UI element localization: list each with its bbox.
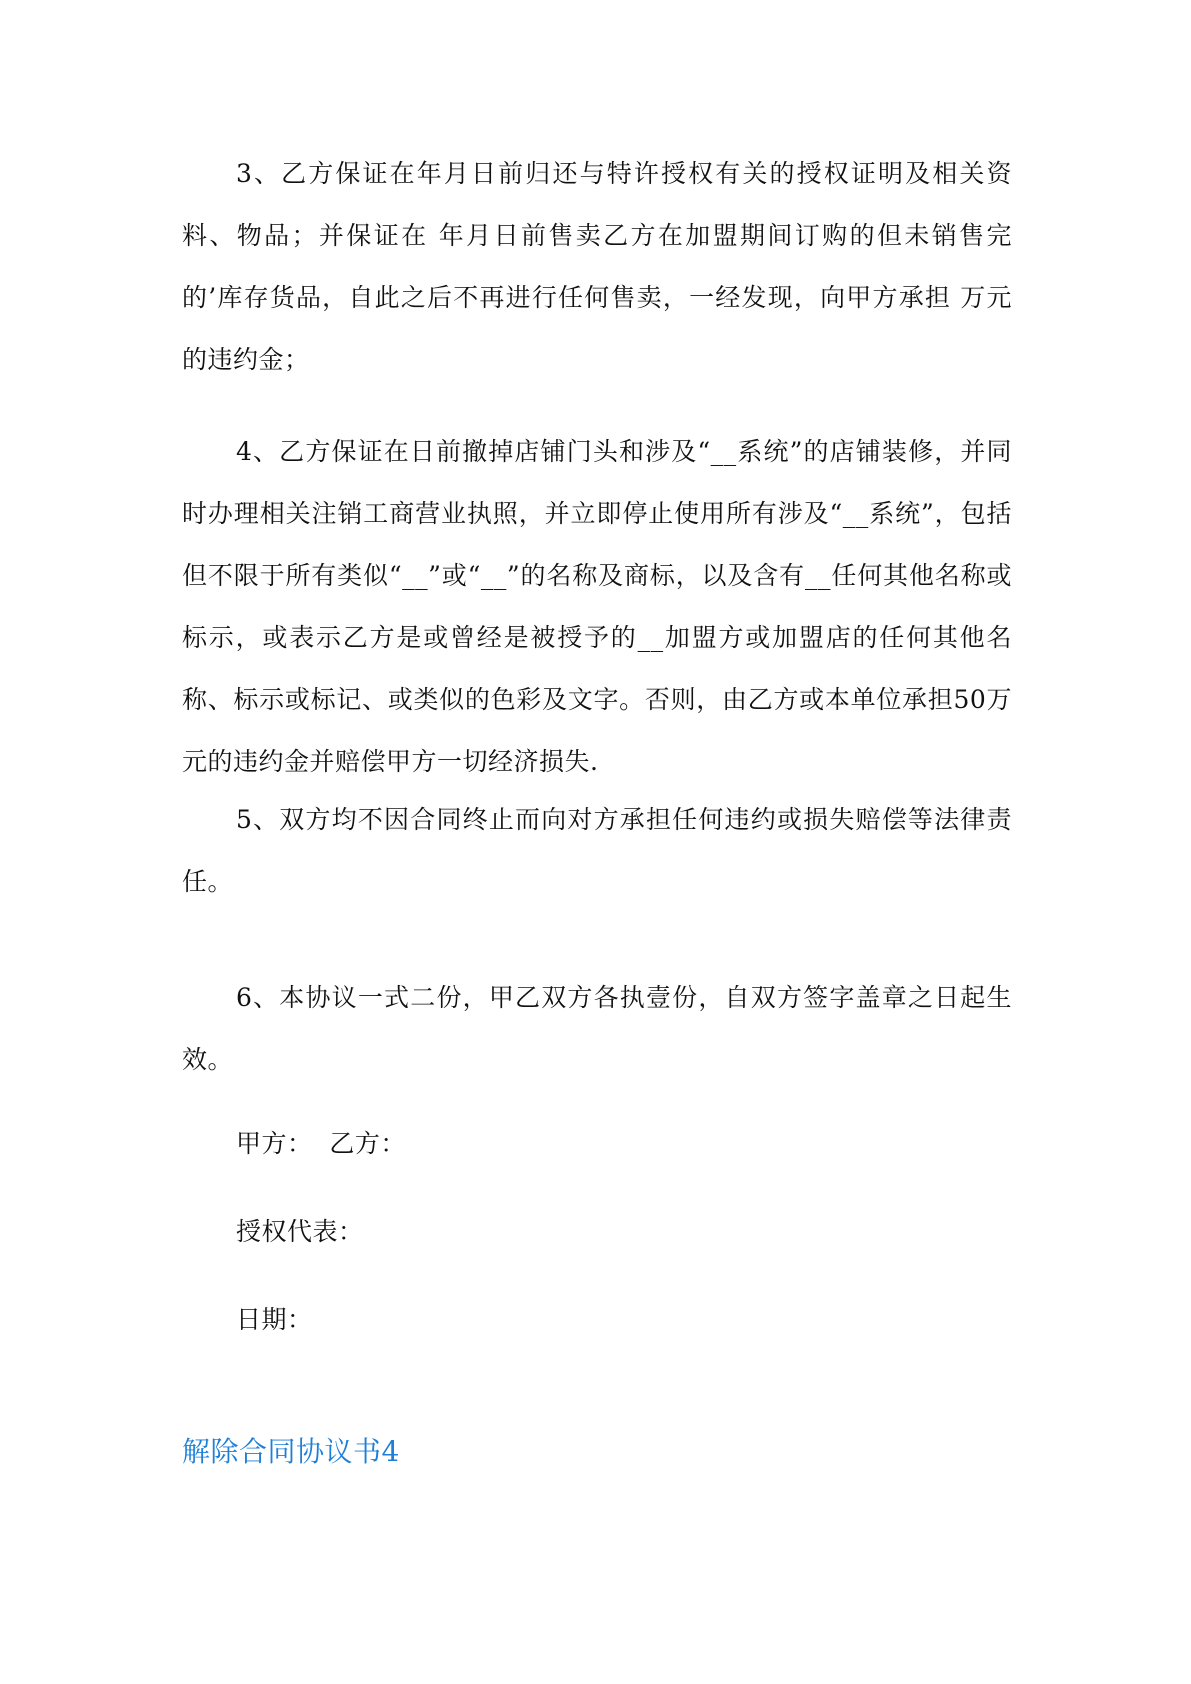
clause-3-paragraph: 3、乙方保证在年月日前归还与特许授权有关的授权证明及相关资料、物品；并保证在 年月日前售卖乙方在加盟期间订购的但未销售完的’库存货品，自此之后不再进行任何售卖，一经发现，向甲方承担 万元的违约金；	[182, 159, 1012, 374]
signature-representative-line: 授权代表：	[236, 1217, 364, 1246]
clause-4-paragraph: 4、乙方保证在日前撤掉店铺门头和涉及“__系统”的店铺装修，并同时办理相关注销工商营业执照，并立即停止使用所有涉及“__系统”，包括但不限于所有类似“__”或“__”的名称及商标，以及含有__任何其他名称或标示，或表示乙方是或曾经是被授予的__加盟方或加盟店的任何其他名称、标示或标记、或类似的色彩及文字。否则，由乙方或本单位承担50万元的违约金并赔偿甲方一切经济损失.	[182, 437, 1012, 776]
section-heading-link[interactable]: 解除合同协议书4	[182, 1435, 400, 1468]
signature-date-line: 日期：	[236, 1305, 313, 1334]
clause-6-paragraph: 6、本协议一式二份，甲乙双方各执壹份，自双方签字盖章之日起生效。	[182, 983, 1012, 1074]
signature-parties-line: 甲方： 乙方：	[236, 1129, 406, 1158]
clause-5-paragraph: 5、双方均不因合同终止而向对方承担任何违约或损失赔偿等法律责任。	[182, 805, 1012, 896]
